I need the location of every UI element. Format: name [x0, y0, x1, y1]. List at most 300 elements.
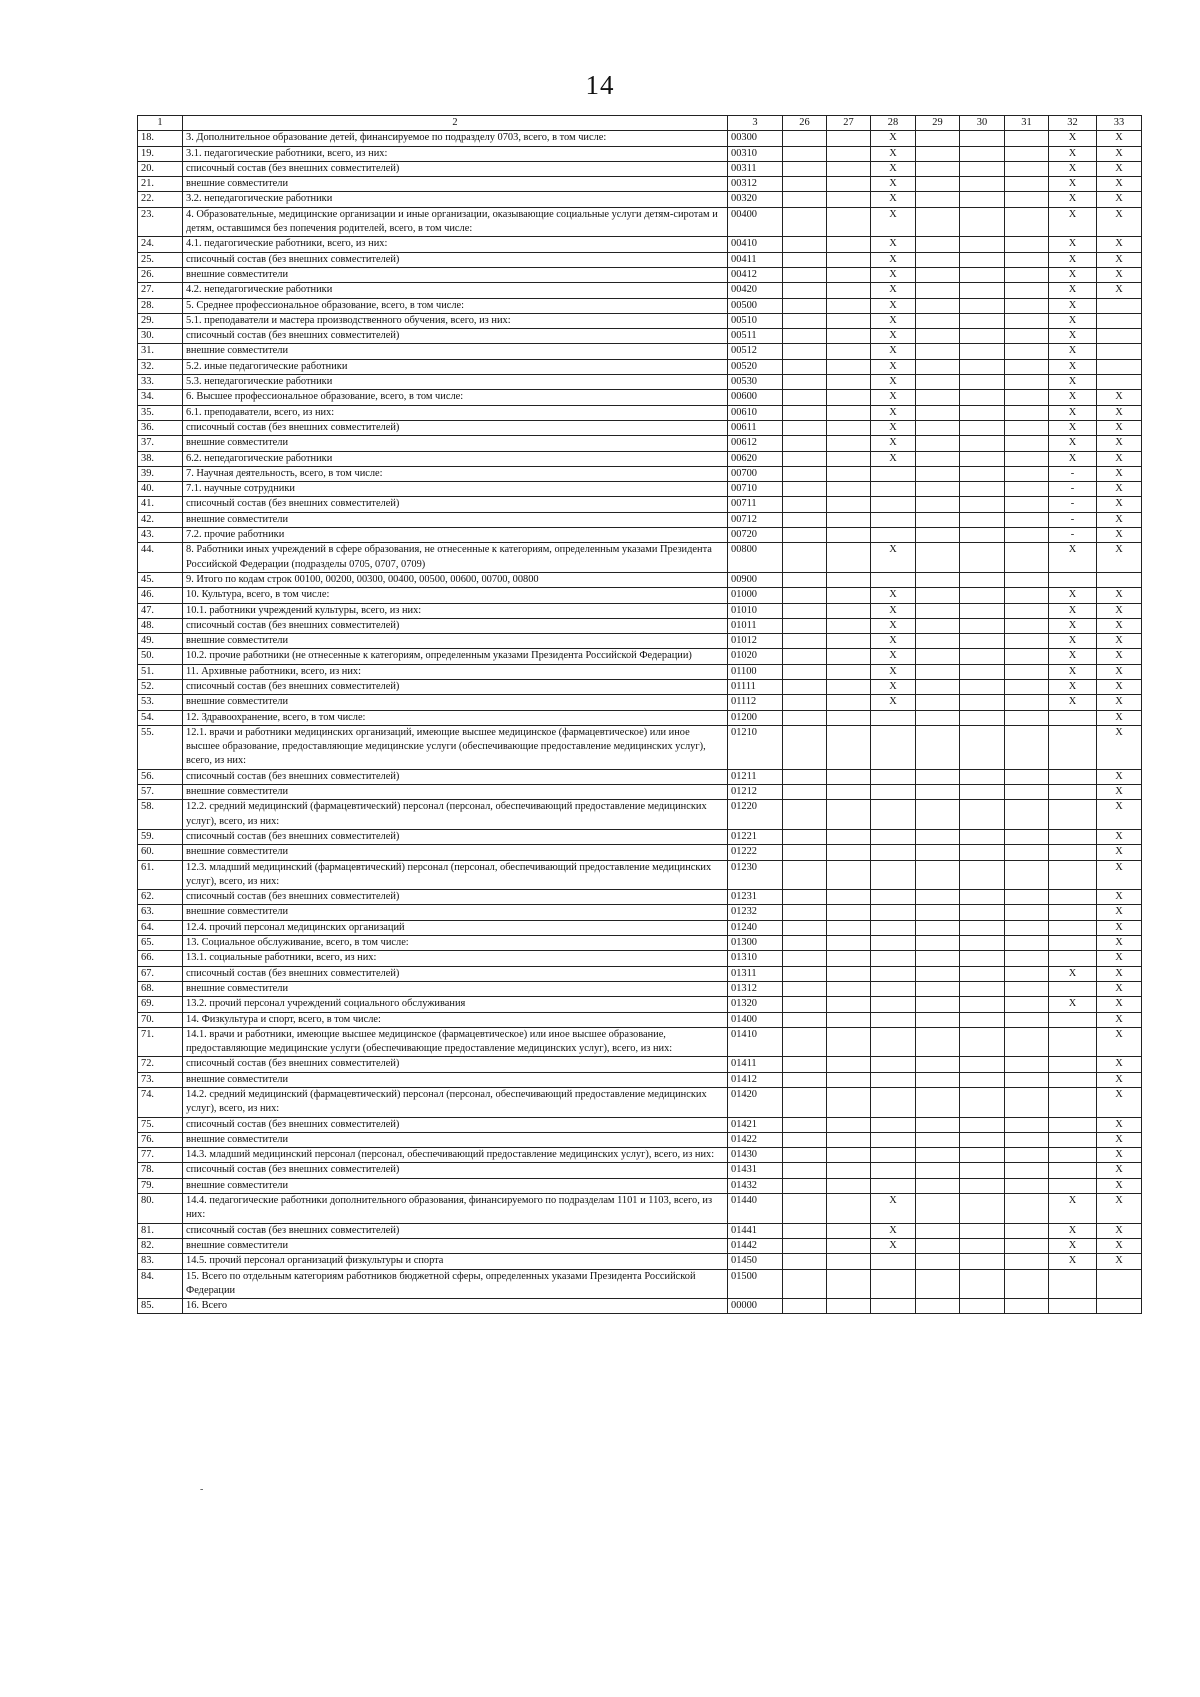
- value-cell: [960, 131, 1005, 146]
- value-cell: X: [1097, 451, 1142, 466]
- value-cell: [960, 1057, 1005, 1072]
- value-cell: [827, 1117, 871, 1132]
- value-cell: [783, 679, 827, 694]
- value-cell: [1049, 710, 1097, 725]
- table-row: [138, 528, 1142, 543]
- value-cell: X: [871, 252, 916, 267]
- value-cell: [1005, 146, 1049, 161]
- value-cell: [827, 161, 871, 176]
- value-cell: [916, 451, 960, 466]
- value-cell: [871, 966, 916, 981]
- value-cell: [827, 981, 871, 996]
- value-cell: [1005, 161, 1049, 176]
- value-cell: [783, 981, 827, 996]
- value-cell: [960, 1072, 1005, 1087]
- value-cell: [827, 1027, 871, 1057]
- value-cell: X: [1049, 618, 1097, 633]
- value-cell: [960, 1254, 1005, 1269]
- value-cell: [960, 237, 1005, 252]
- row-number: 46.: [138, 588, 183, 603]
- table-row: [138, 845, 1142, 860]
- value-cell: [871, 1299, 916, 1314]
- value-cell: [1097, 329, 1142, 344]
- value-cell: [783, 252, 827, 267]
- column-number: 30: [960, 116, 1005, 131]
- value-cell: [916, 800, 960, 830]
- value-cell: [1049, 920, 1097, 935]
- value-cell: X: [1097, 769, 1142, 784]
- value-cell: X: [1097, 177, 1142, 192]
- value-cell: [783, 997, 827, 1012]
- value-cell: [783, 860, 827, 890]
- value-cell: [960, 1027, 1005, 1057]
- value-cell: [1005, 192, 1049, 207]
- value-cell: X: [871, 588, 916, 603]
- value-cell: [827, 800, 871, 830]
- row-number: 50.: [138, 649, 183, 664]
- value-cell: [916, 1254, 960, 1269]
- row-name: 6. Высшее профессиональное образование, всего, в том числе:: [183, 390, 728, 405]
- table-row: [138, 1027, 1142, 1057]
- value-cell: [916, 1088, 960, 1118]
- row-code: 01441: [728, 1223, 783, 1238]
- row-number: 69.: [138, 997, 183, 1012]
- value-cell: [827, 997, 871, 1012]
- value-cell: [1005, 131, 1049, 146]
- value-cell: [916, 543, 960, 573]
- value-cell: X: [1049, 1238, 1097, 1253]
- value-cell: X: [1097, 679, 1142, 694]
- row-name: внешние совместители: [183, 1238, 728, 1253]
- value-cell: X: [1097, 981, 1142, 996]
- value-cell: X: [1097, 497, 1142, 512]
- value-cell: [916, 1163, 960, 1178]
- row-name: внешние совместители: [183, 177, 728, 192]
- value-cell: X: [1097, 1117, 1142, 1132]
- value-cell: [871, 951, 916, 966]
- value-cell: [960, 1194, 1005, 1224]
- table-row: [138, 1057, 1142, 1072]
- value-cell: X: [1097, 905, 1142, 920]
- value-cell: [916, 725, 960, 769]
- value-cell: [827, 482, 871, 497]
- value-cell: [783, 905, 827, 920]
- row-name: внешние совместители: [183, 1072, 728, 1087]
- row-code: 01312: [728, 981, 783, 996]
- value-cell: [1005, 497, 1049, 512]
- value-cell: [783, 466, 827, 481]
- value-cell: [783, 131, 827, 146]
- value-cell: [916, 313, 960, 328]
- value-cell: [827, 618, 871, 633]
- value-cell: [960, 344, 1005, 359]
- row-code: 01300: [728, 936, 783, 951]
- table-row: [138, 860, 1142, 890]
- value-cell: [1097, 375, 1142, 390]
- value-cell: [916, 829, 960, 844]
- table-row: [138, 785, 1142, 800]
- value-cell: X: [1097, 283, 1142, 298]
- value-cell: [916, 420, 960, 435]
- table-row: [138, 905, 1142, 920]
- value-cell: [1097, 1299, 1142, 1314]
- value-cell: [827, 1194, 871, 1224]
- value-cell: [960, 405, 1005, 420]
- value-cell: [871, 497, 916, 512]
- value-cell: [960, 252, 1005, 267]
- value-cell: [916, 1057, 960, 1072]
- table-row: [138, 1148, 1142, 1163]
- row-code: 00900: [728, 572, 783, 587]
- value-cell: [916, 1238, 960, 1253]
- table-row: [138, 634, 1142, 649]
- row-name: 14.1. врачи и работники, имеющие высшее медицинское (фармацевтическое) или иное высшее образование, предоставляющие медицинские услуги (обеспечивающие предоставление медицинских услуг), всего, из них:: [183, 1027, 728, 1057]
- value-cell: [916, 1223, 960, 1238]
- value-cell: [827, 649, 871, 664]
- row-code: 01311: [728, 966, 783, 981]
- value-cell: [960, 375, 1005, 390]
- value-cell: [1005, 1254, 1049, 1269]
- row-name: 9. Итого по кодам строк 00100, 00200, 00300, 00400, 00500, 00600, 00700, 00800: [183, 572, 728, 587]
- value-cell: [1049, 1088, 1097, 1118]
- value-cell: X: [871, 329, 916, 344]
- row-number: 39.: [138, 466, 183, 481]
- value-cell: [916, 252, 960, 267]
- value-cell: X: [1049, 543, 1097, 573]
- row-code: 00000: [728, 1299, 783, 1314]
- row-name: внешние совместители: [183, 634, 728, 649]
- value-cell: [783, 283, 827, 298]
- value-cell: [960, 951, 1005, 966]
- row-name: 4. Образовательные, медицинские организации и иные организации, оказывающие социальные услуги детям-сиротам и детям, оставшимся без попечения родителей, всего, в том числе:: [183, 207, 728, 237]
- row-code: 01200: [728, 710, 783, 725]
- value-cell: [871, 1117, 916, 1132]
- value-cell: [1005, 679, 1049, 694]
- row-name: списочный состав (без внешних совместителей): [183, 420, 728, 435]
- value-cell: [827, 860, 871, 890]
- value-cell: [1049, 1163, 1097, 1178]
- row-name: 5.1. преподаватели и мастера производственного обучения, всего, из них:: [183, 313, 728, 328]
- value-cell: [827, 329, 871, 344]
- value-cell: [1005, 298, 1049, 313]
- table-row: [138, 710, 1142, 725]
- value-cell: [960, 1178, 1005, 1193]
- value-cell: X: [1049, 237, 1097, 252]
- value-cell: [827, 785, 871, 800]
- table-row: [138, 329, 1142, 344]
- table-row: [138, 1238, 1142, 1253]
- value-cell: X: [1049, 313, 1097, 328]
- value-cell: [1005, 1269, 1049, 1299]
- value-cell: [827, 177, 871, 192]
- row-code: 01210: [728, 725, 783, 769]
- row-number: 54.: [138, 710, 183, 725]
- row-name: 14. Физкультура и спорт, всего, в том числе:: [183, 1012, 728, 1027]
- value-cell: [916, 375, 960, 390]
- value-cell: [1005, 1223, 1049, 1238]
- row-code: 00600: [728, 390, 783, 405]
- value-cell: [1005, 1057, 1049, 1072]
- value-cell: [827, 890, 871, 905]
- value-cell: [827, 769, 871, 784]
- value-cell: [783, 436, 827, 451]
- row-number: 70.: [138, 1012, 183, 1027]
- value-cell: [916, 1117, 960, 1132]
- value-cell: [827, 436, 871, 451]
- value-cell: [960, 267, 1005, 282]
- value-cell: [1005, 1088, 1049, 1118]
- row-name: 14.2. средний медицинский (фармацевтический) персонал (персонал, обеспечивающий предоставление медицинских услуг), всего, из них:: [183, 1088, 728, 1118]
- value-cell: [916, 905, 960, 920]
- row-number: 75.: [138, 1117, 183, 1132]
- value-cell: X: [871, 1238, 916, 1253]
- table-row: [138, 725, 1142, 769]
- value-cell: X: [1097, 695, 1142, 710]
- row-name: внешние совместители: [183, 1132, 728, 1147]
- value-cell: [1005, 769, 1049, 784]
- row-name: 8. Работники иных учреждений в сфере образования, не отнесенные к категориям, определенным указами Президента Российской Федерации (подразделы 0705, 0707, 0709): [183, 543, 728, 573]
- row-name: списочный состав (без внешних совместителей): [183, 252, 728, 267]
- row-code: 00400: [728, 207, 783, 237]
- value-cell: [783, 161, 827, 176]
- value-cell: [1005, 512, 1049, 527]
- row-number: 78.: [138, 1163, 183, 1178]
- value-cell: X: [1049, 679, 1097, 694]
- row-number: 40.: [138, 482, 183, 497]
- row-code: 01220: [728, 800, 783, 830]
- value-cell: [871, 1012, 916, 1027]
- value-cell: [783, 359, 827, 374]
- footer-mark: -: [200, 1484, 204, 1495]
- value-cell: [916, 785, 960, 800]
- row-name: списочный состав (без внешних совместителей): [183, 497, 728, 512]
- value-cell: [783, 1072, 827, 1087]
- value-cell: [960, 649, 1005, 664]
- value-cell: [916, 845, 960, 860]
- row-code: 01320: [728, 997, 783, 1012]
- value-cell: [960, 1148, 1005, 1163]
- value-cell: [960, 451, 1005, 466]
- value-cell: [783, 267, 827, 282]
- value-cell: [960, 1299, 1005, 1314]
- value-cell: X: [871, 344, 916, 359]
- value-cell: [960, 528, 1005, 543]
- value-cell: [916, 966, 960, 981]
- value-cell: [916, 329, 960, 344]
- column-number: 26: [783, 116, 827, 131]
- value-cell: [916, 482, 960, 497]
- value-cell: [1005, 634, 1049, 649]
- value-cell: [827, 466, 871, 481]
- value-cell: [783, 695, 827, 710]
- value-cell: [1005, 390, 1049, 405]
- value-cell: [1005, 603, 1049, 618]
- value-cell: [871, 572, 916, 587]
- value-cell: [783, 1012, 827, 1027]
- value-cell: X: [1049, 252, 1097, 267]
- value-cell: X: [871, 436, 916, 451]
- value-cell: X: [1049, 1254, 1097, 1269]
- table-row: [138, 618, 1142, 633]
- value-cell: X: [1097, 634, 1142, 649]
- row-code: 01000: [728, 588, 783, 603]
- value-cell: [783, 634, 827, 649]
- table-row: [138, 436, 1142, 451]
- row-code: 01211: [728, 769, 783, 784]
- table-row: [138, 192, 1142, 207]
- value-cell: [916, 1178, 960, 1193]
- value-cell: [916, 131, 960, 146]
- value-cell: [960, 283, 1005, 298]
- value-cell: [960, 161, 1005, 176]
- row-number: 34.: [138, 390, 183, 405]
- value-cell: [916, 237, 960, 252]
- value-cell: X: [871, 192, 916, 207]
- value-cell: [1049, 1012, 1097, 1027]
- value-cell: [827, 344, 871, 359]
- value-cell: X: [871, 359, 916, 374]
- value-cell: [960, 543, 1005, 573]
- value-cell: [916, 649, 960, 664]
- value-cell: [916, 1148, 960, 1163]
- row-name: 5.3. непедагогические работники: [183, 375, 728, 390]
- value-cell: [783, 890, 827, 905]
- row-number: 79.: [138, 1178, 183, 1193]
- value-cell: X: [1097, 528, 1142, 543]
- value-cell: [783, 405, 827, 420]
- value-cell: X: [1097, 543, 1142, 573]
- value-cell: [1049, 572, 1097, 587]
- value-cell: [960, 420, 1005, 435]
- value-cell: X: [1097, 1057, 1142, 1072]
- row-name: 10.1. работники учреждений культуры, всего, из них:: [183, 603, 728, 618]
- row-number: 37.: [138, 436, 183, 451]
- value-cell: X: [1049, 375, 1097, 390]
- value-cell: [783, 390, 827, 405]
- value-cell: [960, 313, 1005, 328]
- value-cell: [827, 1238, 871, 1253]
- value-cell: -: [1049, 512, 1097, 527]
- value-cell: [871, 860, 916, 890]
- value-cell: [871, 785, 916, 800]
- table-row: [138, 252, 1142, 267]
- row-code: 01232: [728, 905, 783, 920]
- value-cell: [960, 800, 1005, 830]
- value-cell: [916, 603, 960, 618]
- row-number: 49.: [138, 634, 183, 649]
- row-code: 01411: [728, 1057, 783, 1072]
- row-code: 00300: [728, 131, 783, 146]
- value-cell: X: [871, 267, 916, 282]
- value-cell: [916, 207, 960, 237]
- value-cell: [827, 543, 871, 573]
- value-cell: [1005, 466, 1049, 481]
- value-cell: [783, 420, 827, 435]
- row-code: 00420: [728, 283, 783, 298]
- row-code: 00611: [728, 420, 783, 435]
- value-cell: [1049, 905, 1097, 920]
- table-row: [138, 1132, 1142, 1147]
- row-number: 36.: [138, 420, 183, 435]
- table-row: [138, 1269, 1142, 1299]
- table-row: [138, 1163, 1142, 1178]
- row-name: списочный состав (без внешних совместителей): [183, 679, 728, 694]
- row-number: 24.: [138, 237, 183, 252]
- value-cell: [916, 679, 960, 694]
- value-cell: [1005, 528, 1049, 543]
- value-cell: [1049, 936, 1097, 951]
- row-name: 12. Здравоохранение, всего, в том числе:: [183, 710, 728, 725]
- row-code: 01212: [728, 785, 783, 800]
- value-cell: X: [1097, 161, 1142, 176]
- row-code: 01412: [728, 1072, 783, 1087]
- value-cell: [827, 951, 871, 966]
- row-name: внешние совместители: [183, 981, 728, 996]
- row-name: списочный состав (без внешних совместителей): [183, 1223, 728, 1238]
- row-number: 73.: [138, 1072, 183, 1087]
- value-cell: [871, 1057, 916, 1072]
- value-cell: X: [1097, 997, 1142, 1012]
- value-cell: [871, 482, 916, 497]
- value-cell: [783, 1163, 827, 1178]
- value-cell: X: [1097, 405, 1142, 420]
- value-cell: [1005, 800, 1049, 830]
- value-cell: [1097, 1269, 1142, 1299]
- value-cell: [783, 1132, 827, 1147]
- value-cell: [960, 572, 1005, 587]
- value-cell: X: [1049, 131, 1097, 146]
- value-cell: [827, 451, 871, 466]
- value-cell: [827, 1012, 871, 1027]
- value-cell: X: [1097, 237, 1142, 252]
- value-cell: [1005, 588, 1049, 603]
- value-cell: [916, 344, 960, 359]
- table-row: [138, 267, 1142, 282]
- value-cell: [960, 1269, 1005, 1299]
- table-row: [138, 1072, 1142, 1087]
- value-cell: [1005, 1238, 1049, 1253]
- row-code: 01422: [728, 1132, 783, 1147]
- row-name: внешние совместители: [183, 1178, 728, 1193]
- table-row: [138, 359, 1142, 374]
- value-cell: [1005, 981, 1049, 996]
- row-number: 44.: [138, 543, 183, 573]
- row-code: 01012: [728, 634, 783, 649]
- row-name: внешние совместители: [183, 344, 728, 359]
- row-number: 67.: [138, 966, 183, 981]
- row-number: 35.: [138, 405, 183, 420]
- row-number: 74.: [138, 1088, 183, 1118]
- value-cell: [1005, 482, 1049, 497]
- row-code: 00412: [728, 267, 783, 282]
- value-cell: [827, 512, 871, 527]
- row-name: внешние совместители: [183, 267, 728, 282]
- value-cell: [916, 298, 960, 313]
- value-cell: [783, 512, 827, 527]
- value-cell: X: [871, 298, 916, 313]
- value-cell: [871, 829, 916, 844]
- value-cell: [871, 1072, 916, 1087]
- table-row: [138, 451, 1142, 466]
- value-cell: [1049, 1027, 1097, 1057]
- row-name: 7.1. научные сотрудники: [183, 482, 728, 497]
- value-cell: [827, 146, 871, 161]
- value-cell: [783, 785, 827, 800]
- value-cell: [960, 966, 1005, 981]
- row-code: 01222: [728, 845, 783, 860]
- value-cell: X: [1097, 436, 1142, 451]
- value-cell: [827, 1163, 871, 1178]
